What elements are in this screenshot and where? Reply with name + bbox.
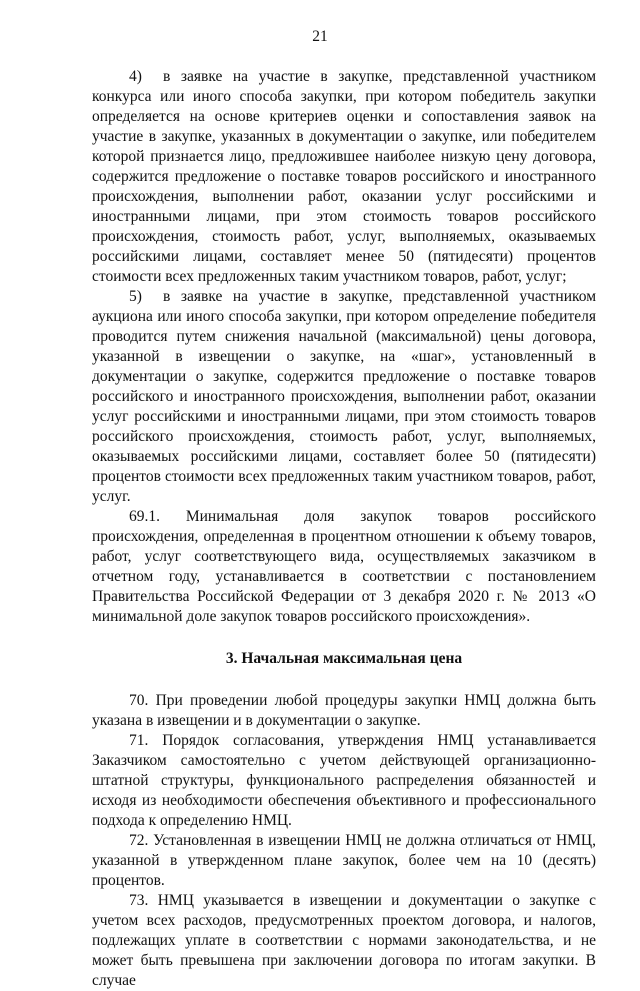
page-number: 21 xyxy=(312,28,328,45)
paragraph-item-4: 4) в заявке на участие в закупке, представленной участником конкурса или иного способа закупки, при котором победитель закупки определяется на основе критериев оценки и сопоставления заявок на участие в закупке, указанных в документации о закупке, или победителем которой признается лицо, предложившее наиболее низкую цену договора, содержится предложение о поставке товаров российского и иностранного происхождения, выполнении работ, оказании услуг российскими и иностранными лицами, при этом стоимость товаров российского происхождения, стоимость работ, услуг, выполняемых, оказываемых российскими лицами, составляет менее 50 (пятидесяти) процентов стоимости всех предложенных таким участником товаров, работ, услуг; xyxy=(92,68,596,285)
section-heading: 3. Начальная максимальная цена xyxy=(225,650,463,667)
paragraph-73: 73. НМЦ указывается в извещении и документации о закупке с учетом всех расходов, предусмотренных проектом договора, и налогов, подлежащих уплате в соответствии с нормами законодательства, и не может быть превышена при заключении договора по итогам закупки. В случае xyxy=(92,892,596,989)
paragraph-69-1: 69.1. Минимальная доля закупок товаров российского происхождения, определенная в процентном отношении к объему товаров, работ, услуг соответствующего вида, осуществляемых заказчиком в отчетном году, устанавливается в соответствии с постановлением Правительства Российской Федерации от 3 декабря 2020 г. № 2013 «О минимальной доле закупок товаров российского происхождения». xyxy=(92,508,596,625)
paragraph-71: 71. Порядок согласования, утверждения НМЦ устанавливается Заказчиком самостоятельно с учетом действующей организационно-штатной структуры, функционального распределения обязанностей и исходя из необходимости обеспечения объективного и профессионального подхода к определению НМЦ. xyxy=(92,732,596,829)
paragraph-item-5: 5) в заявке на участие в закупке, представленной участником аукциона или иного способа закупки, при котором определение победителя проводится путем снижения начальной (максимальной) цены договора, указанной в извещении о закупке, на «шаг», установленный в документации о закупке, содержится предложение о поставке товаров российского и иностранного происхождения, выполнении работ, оказании услуг российскими и иностранными лицами, при этом стоимость товаров российского происхождения, стоимость работ, услуг, выполняемых, оказываемых российскими лицами, составляет более 50 (пятидесяти) процентов стоимости всех предложенных таким участником товаров, работ, услуг. xyxy=(92,288,596,505)
paragraph-70: 70. При проведении любой процедуры закупки НМЦ должна быть указана в извещении и в документации о закупке. xyxy=(92,692,596,729)
document-body xyxy=(92,67,596,991)
paragraph-72: 72. Установленная в извещении НМЦ не должна отличаться от НМЦ, указанной в утвержденном плане закупок, более чем на 10 (десять) процентов. xyxy=(92,832,596,889)
